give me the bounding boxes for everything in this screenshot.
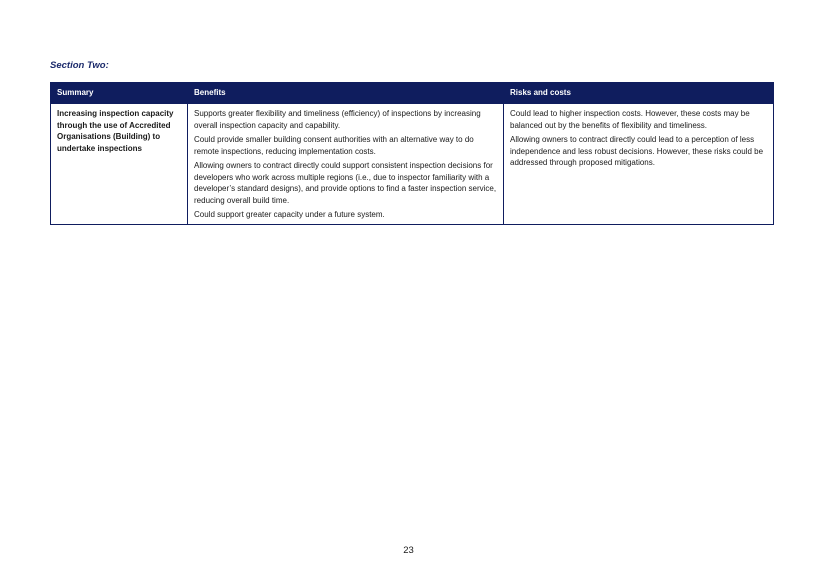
benefit-paragraph: Could support greater capacity under a future system. (194, 210, 385, 219)
table-row (51, 104, 774, 225)
comparison-table (50, 82, 774, 225)
risk-paragraph: Could lead to higher inspection costs. However, these costs may be balanced out by the benefits of flexibility and timeliness. (510, 109, 750, 130)
benefit-paragraph: Allowing owners to contract directly could support consistent inspection decisions for developers who work across multiple regions (i.e., due to inspector familiarity with a developer’s standard designs), and provide options to find a faster inspection service, reducing overall build time. (194, 161, 497, 205)
risk-paragraph: Allowing owners to contract directly could lead to a perception of less independence and less robust decisions. However, these risks could be addressed through proposed mitigations. (510, 135, 764, 167)
section-title: Section Two: (50, 60, 109, 71)
benefit-paragraph: Could provide smaller building consent authorities with an alternative way to do remote inspections, reducing implementation costs. (194, 135, 474, 156)
header-risks-and-costs: Risks and costs (504, 83, 774, 104)
benefit-paragraph: Supports greater flexibility and timeliness (efficiency) of inspections by increasing overall inspection capacity and capability. (194, 109, 481, 130)
summary-cell: Increasing inspection capacity through the use of Accredited Organisations (Building) to undertake inspections (51, 104, 188, 225)
risks-cell (504, 104, 774, 225)
page-number: 23 (403, 545, 414, 556)
table-header-row (51, 83, 774, 104)
header-benefits: Benefits (188, 83, 504, 104)
header-summary: Summary (51, 83, 188, 104)
benefits-cell (188, 104, 504, 225)
